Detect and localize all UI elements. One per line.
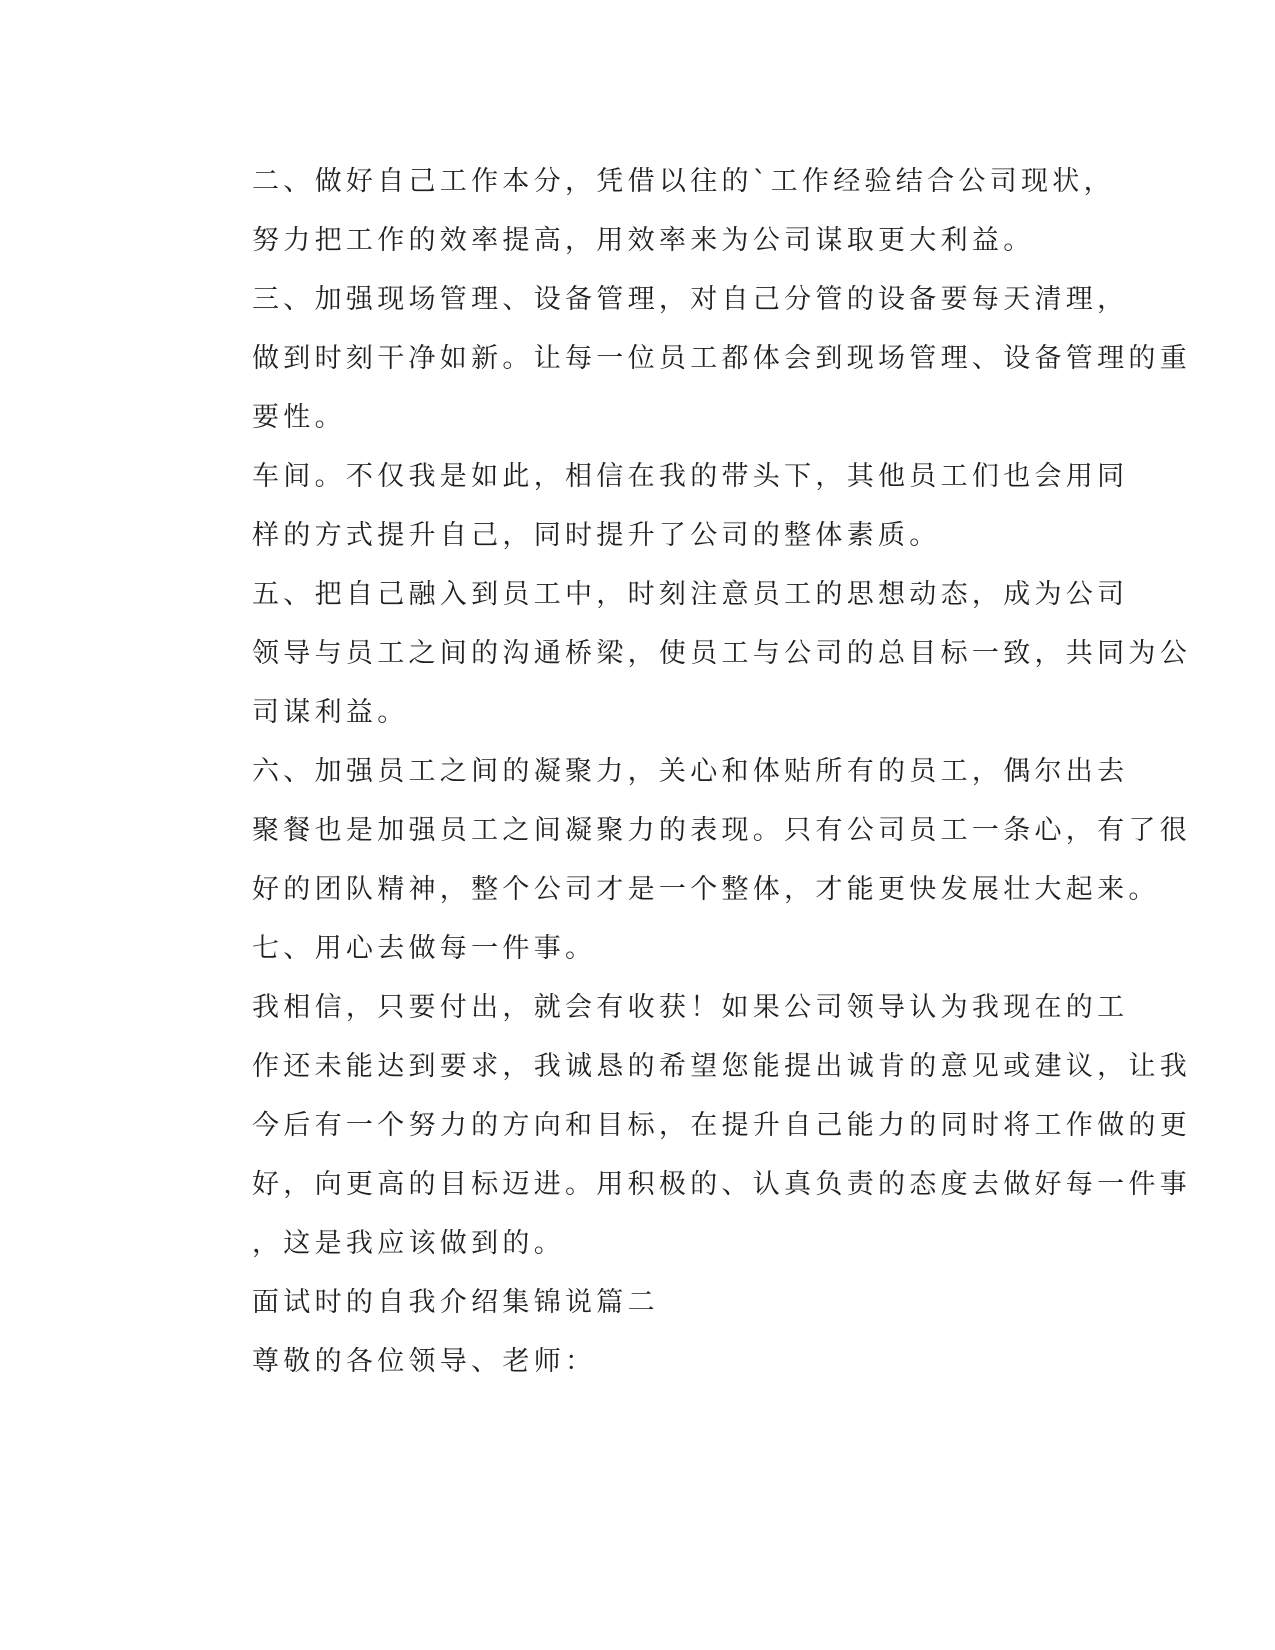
- text-line: 好的团队精神，整个公司才是一个整体，才能更快发展壮大起来。: [252, 874, 1160, 905]
- text-line: 司谋利益。: [252, 697, 409, 728]
- text-line: 领导与员工之间的沟通桥梁，使员工与公司的总目标一致，共同为公: [252, 638, 1191, 669]
- text-line: 作还未能达到要求，我诚恳的希望您能提出诚肯的意见或建议，让我: [252, 1051, 1191, 1082]
- paragraph-conclusion: [180, 978, 1191, 1273]
- text-line: 今后有一个努力的方向和目标，在提升自己能力的同时将工作做的更: [252, 1110, 1191, 1141]
- paragraph-workshop: [180, 447, 1129, 565]
- text-line: 车间。不仅我是如此，相信在我的带头下，其他员工们也会用同: [252, 461, 1129, 492]
- section-heading: [180, 1273, 1040, 1332]
- paragraph-five: [180, 565, 1191, 742]
- heading-line: 面试时的自我介绍集锦说篇二: [252, 1287, 659, 1318]
- text-line: 我相信，只要付出，就会有收获！如果公司领导认为我现在的工: [252, 992, 1129, 1023]
- paragraph-three: [180, 270, 1191, 447]
- text-line: 六、加强员工之间的凝聚力，关心和体贴所有的员工，偶尔出去: [252, 756, 1129, 787]
- document-body: [180, 152, 1191, 1391]
- text-line: 七、用心去做每一件事。: [252, 933, 597, 964]
- text-line: 样的方式提升自己，同时提升了公司的整体素质。: [252, 520, 941, 551]
- text-line: 好，向更高的目标迈进。用积极的、认真负责的态度去做好每一件事: [252, 1169, 1191, 1200]
- text-line: 五、把自己融入到员工中，时刻注意员工的思想动态，成为公司: [252, 579, 1129, 610]
- paragraph-two: [180, 152, 1115, 270]
- salutation-line: 尊敬的各位领导、老师：: [252, 1346, 597, 1377]
- text-line: 三、加强现场管理、设备管理，对自己分管的设备要每天清理，: [252, 284, 1129, 315]
- text-line: ，这是我应该做到的。: [252, 1228, 565, 1259]
- text-line: 做到时刻干净如新。让每一位员工都体会到现场管理、设备管理的重: [252, 343, 1191, 374]
- text-line: 努力把工作的效率提高，用效率来为公司谋取更大利益。: [252, 225, 1035, 256]
- text-line: 要性。: [252, 402, 346, 433]
- salutation: [180, 1332, 1040, 1391]
- text-line: 二、做好自己工作本分，凭借以往的`工作经验结合公司现状，: [252, 166, 1115, 197]
- text-line: 聚餐也是加强员工之间凝聚力的表现。只有公司员工一条心，有了很: [252, 815, 1191, 846]
- paragraph-six: [180, 742, 1191, 919]
- paragraph-seven: [180, 919, 1040, 978]
